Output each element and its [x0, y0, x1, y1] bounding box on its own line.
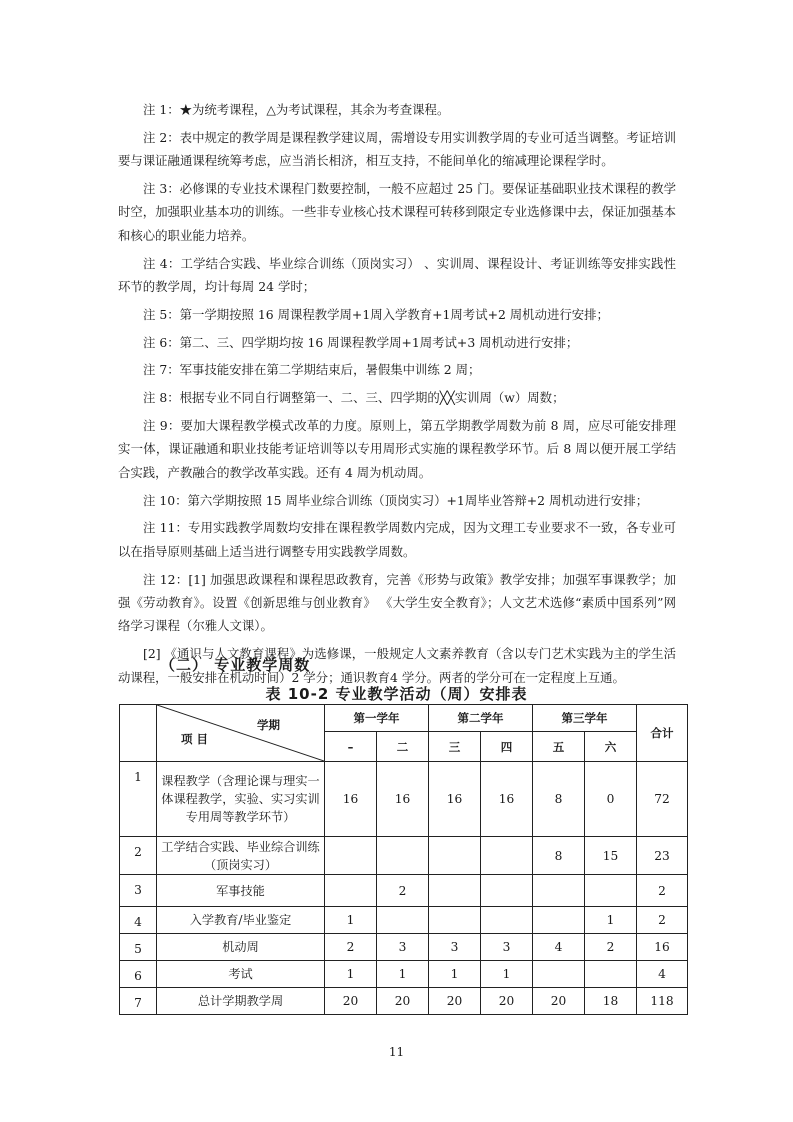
cell-semester-4 — [481, 875, 533, 907]
note-paragraph: 注 10：第六学期按照 15 周毕业综合训练（顶岗实习）+1周毕业答辩+2 周机动进行安排； — [143, 492, 649, 508]
note-paragraph: 注 12：[1] 加强思政课程和课程思政教育，完善《形势与政策》教学安排；加强军事课教学；加强《劳动教育》。设置《创新思维与创业教育》 《大学生安全教育》；人文艺术选修“素质中国系列”网络学习课程（尔雅人文课）。 — [118, 571, 676, 634]
header-year-3: 第三学年 — [533, 705, 637, 732]
header-semester-5: 五 — [533, 732, 585, 762]
cell-semester-1: 1 — [325, 961, 377, 988]
header-semester-6: 六 — [585, 732, 637, 762]
cell-semester-6: 1 — [585, 907, 637, 934]
cell-semester-2: 1 — [377, 961, 429, 988]
row-item: 入学教育/毕业鉴定 — [157, 907, 325, 934]
cell-semester-3: 1 — [429, 961, 481, 988]
cell-semester-5: 8 — [533, 762, 585, 837]
cell-semester-3: 20 — [429, 988, 481, 1015]
page-number: 11 — [388, 1045, 405, 1059]
cell-semester-6 — [585, 875, 637, 907]
note-paragraph: 注 3：必修课的专业技术课程门数要控制，一般不应超过 25 门。要保证基础职业技术课程的教学时空，加强职业基本功的训练。一些非专业核心技术课程可转移到限定专业选修课中去，保证加强基本和核心的职业能力培养。 — [118, 181, 676, 243]
cell-semester-2: 2 — [377, 875, 429, 907]
cell-semester-1 — [325, 875, 377, 907]
cell-semester-2 — [377, 907, 429, 934]
cell-semester-3: 16 — [429, 762, 481, 837]
header-year-2: 第二学年 — [429, 705, 533, 732]
cell-semester-4: 1 — [481, 961, 533, 988]
cell-total: 4 — [637, 961, 688, 988]
cell-semester-5 — [533, 907, 585, 934]
cell-semester-5 — [533, 961, 585, 988]
cell-semester-1: 20 — [325, 988, 377, 1015]
note-paragraph: 注 2：表中规定的教学周是课程教学建议周，需增设专用实训教学周的专业可适当调整。考证培训要与课证融通课程统筹考虑，应当消长相济，相互支持，不能间单化的缩减理论课程学时。 — [118, 129, 676, 169]
note-paragraph: 注 6：第二、三、四学期均按 16 周课程教学周+1周考试+3 周机动进行安排； — [143, 334, 579, 350]
header-semester-1: – — [325, 732, 377, 762]
table-row — [120, 907, 688, 934]
cell-semester-4: 20 — [481, 988, 533, 1015]
row-number: 6 — [120, 961, 157, 988]
table-caption: 表 10-2 专业教学活动（周）安排表 — [265, 685, 528, 703]
row-item: 机动周 — [157, 934, 325, 961]
row-item: 总计学期教学周 — [157, 988, 325, 1015]
cell-semester-4 — [481, 837, 533, 875]
cell-semester-2: 3 — [377, 934, 429, 961]
cell-semester-1: 1 — [325, 907, 377, 934]
table-row — [120, 875, 688, 907]
cell-total: 72 — [637, 762, 688, 837]
header-item-label: 项 目 — [181, 732, 209, 746]
cell-semester-4: 3 — [481, 934, 533, 961]
cell-semester-2: 16 — [377, 762, 429, 837]
table-row — [120, 961, 688, 988]
cell-semester-5: 4 — [533, 934, 585, 961]
row-item: 军事技能 — [157, 875, 325, 907]
cell-semester-5 — [533, 875, 585, 907]
section-title: （二） 专业教学周数 — [160, 656, 311, 674]
cell-semester-1: 16 — [325, 762, 377, 837]
cell-semester-5: 8 — [533, 837, 585, 875]
header-semester-2: 二 — [377, 732, 429, 762]
table-row — [120, 762, 688, 837]
cell-semester-3 — [429, 837, 481, 875]
header-year-1: 第一学年 — [325, 705, 429, 732]
note-paragraph: 注 7：军事技能安排在第二学期结束后，暑假集中训练 2 周； — [143, 362, 481, 378]
table-row — [120, 934, 688, 961]
cell-semester-6 — [585, 961, 637, 988]
cell-total: 118 — [637, 988, 688, 1015]
cell-total: 23 — [637, 837, 688, 875]
notes-section — [118, 98, 676, 693]
header-semester-4: 四 — [481, 732, 533, 762]
note-paragraph: 注 11：专用实践教学周数均安排在课程教学周数内完成，因为文理工专业要求不一致，各专业可以在指导原则基础上适当进行调整专用实践教学周数。 — [118, 520, 676, 559]
note-paragraph: [2] 《通识与人文教育课程》为选修课，一般规定人文素养教育（含以专门艺术实践为主的学生活动课程，一般安排在机动时间）2 学分；通识教育4 学分。两者的学分可在一定程度上互通。 — [118, 646, 676, 685]
cell-semester-3 — [429, 875, 481, 907]
table-row — [120, 837, 688, 875]
row-number: 3 — [120, 875, 157, 907]
note-paragraph: 注 8：根据专业不同自行调整第一、二、三、四学期的╳╳实训周（w）周数； — [143, 390, 565, 406]
cell-semester-6: 0 — [585, 762, 637, 837]
cell-semester-3 — [429, 907, 481, 934]
cell-semester-6: 18 — [585, 988, 637, 1015]
header-semester-label: 学期 — [257, 718, 280, 732]
header-diagonal-cell — [157, 705, 325, 762]
row-number: 5 — [120, 934, 157, 961]
row-number: 1 — [120, 762, 157, 837]
note-paragraph: 注 4：工学结合实践、毕业综合训练（顶岗实习） 、实训周、课程设计、考证训练等安排实践性环节的教学周，均计每周 24 学时； — [118, 255, 676, 295]
header-semester-3: 三 — [429, 732, 481, 762]
cell-semester-2: 20 — [377, 988, 429, 1015]
note-paragraph: 注 1：★为统考课程，△为考试课程，其余为考查课程。 — [143, 102, 450, 117]
cell-total: 2 — [637, 875, 688, 907]
cell-semester-3: 3 — [429, 934, 481, 961]
cell-semester-1: 2 — [325, 934, 377, 961]
cell-semester-4: 16 — [481, 762, 533, 837]
row-item: 考试 — [157, 961, 325, 988]
note-paragraph: 注 9：要加大课程教学模式改革的力度。原则上，第五学期教学周数为前 8 周，应尽可能安排理实一体，课证融通和职业技能考证培训等以专用周形式实施的课程教学环节。后 8 周以便开展工学结合实践，产教融合的教学改革实践。还有 4 周为机动周。 — [118, 418, 676, 480]
cell-total: 16 — [637, 934, 688, 961]
cell-semester-5: 20 — [533, 988, 585, 1015]
row-number: 2 — [120, 837, 157, 875]
row-number: 4 — [120, 907, 157, 934]
header-total: 合计 — [637, 705, 688, 762]
cell-semester-4 — [481, 907, 533, 934]
cell-semester-6: 15 — [585, 837, 637, 875]
cell-semester-1 — [325, 837, 377, 875]
row-item: 课程教学（含理论课与理实一体课程教学，实验、实习实训专用周等教学环节） — [157, 762, 325, 837]
row-number: 7 — [120, 988, 157, 1015]
row-item: 工学结合实践、毕业综合训练（顶岗实习） — [157, 837, 325, 875]
note-paragraph: 注 5：第一学期按照 16 周课程教学周+1周入学教育+1周考试+2 周机动进行安排； — [143, 306, 609, 322]
cell-total: 2 — [637, 907, 688, 934]
header-number-cell — [120, 705, 157, 762]
cell-semester-2 — [377, 837, 429, 875]
cell-semester-6: 2 — [585, 934, 637, 961]
schedule-table — [119, 704, 688, 1015]
table-row — [120, 988, 688, 1015]
